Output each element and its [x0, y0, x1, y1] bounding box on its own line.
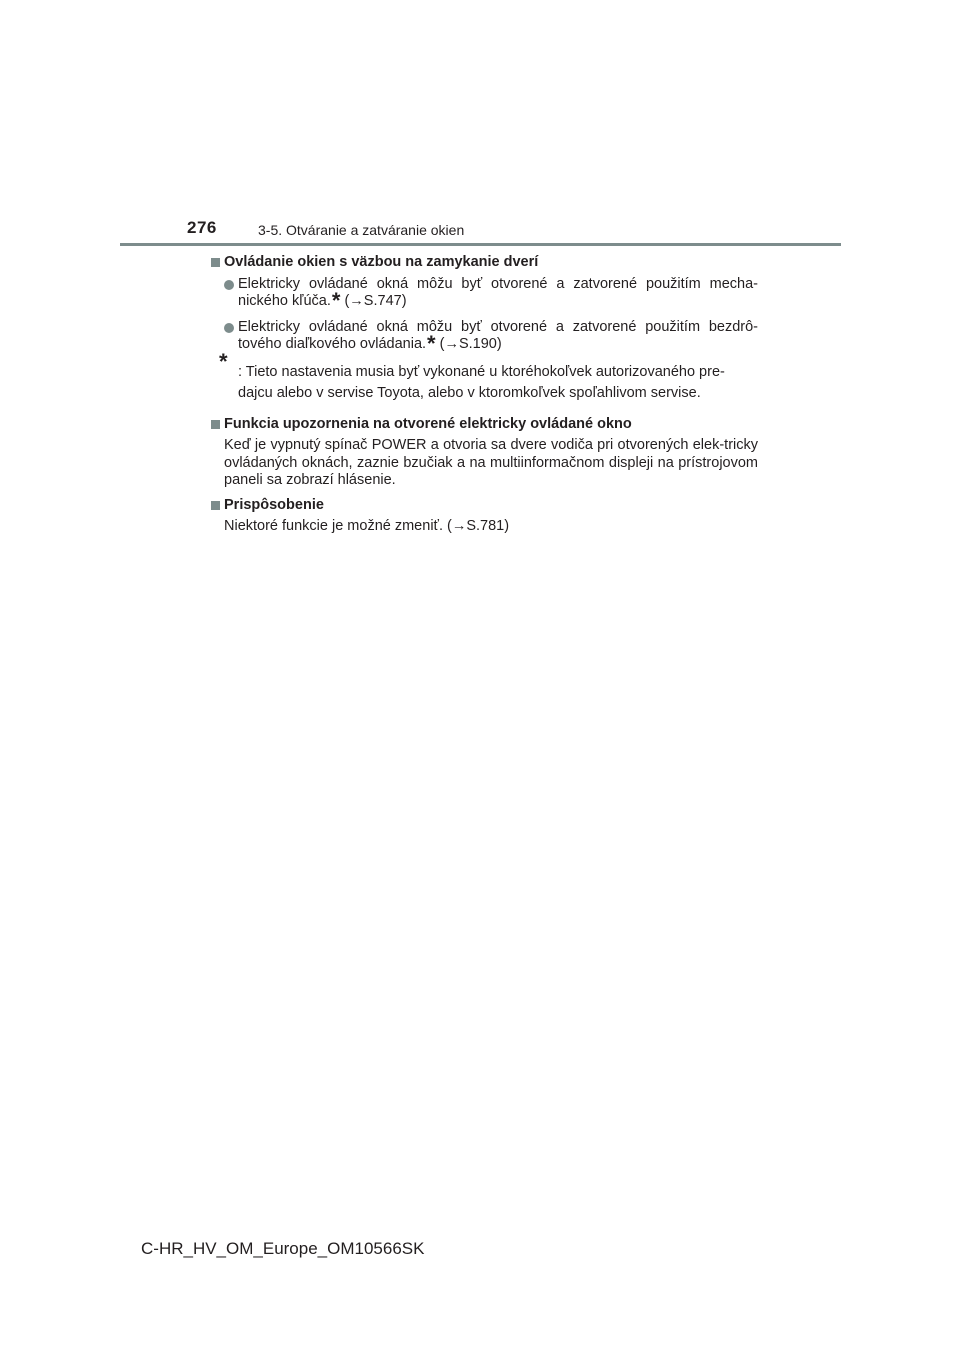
heading-text: Ovládanie okien s väzbou na zamykanie dverí [224, 254, 539, 270]
page-reference-link[interactable]: (→S.190) [435, 336, 502, 352]
footnote: * : Tieto nastavenia musia byť vykonané u ktoréhokoľvek autorizovaného pre-dajcu alebo v servise Toyota, alebo v ktoromkoľvek spoľahlivom servise. [219, 348, 725, 401]
header-divider [120, 243, 841, 246]
bullet-text: Elektricky ovládané okná môžu byť otvorené a zatvorené použitím mecha-nického kľúča. [238, 275, 758, 309]
heading-text: Funkcia upozornenia na otvorené elektricky ovládané okno [224, 415, 632, 432]
section-heading-door-lock-link [210, 254, 758, 272]
list-item [210, 319, 758, 354]
section-title: 3-5. Otváranie a zatváranie okien [258, 222, 465, 238]
page-number: 276 [187, 218, 217, 237]
page-content [210, 254, 758, 536]
section-body: Niektoré funkcie je možné zmeniť. (→S.781) [224, 518, 510, 534]
footnote-star: * [331, 288, 341, 313]
square-bullet-icon [211, 420, 220, 429]
square-bullet-icon [211, 501, 220, 510]
bullet-text: Elektricky ovládané okná môžu byť otvorené a zatvorené použitím bezdrô-tového diaľkového ovládania. [238, 318, 758, 352]
section-body: Keď je vypnutý spínač POWER a otvoria sa dvere vodiča pri otvorených elek-tricky ovládaných oknách, zaznie bzučiak a na multiinformačnom displeji na prístrojovom paneli sa zobrazí hlásenie. [224, 437, 758, 488]
list-item [210, 276, 758, 311]
footnote-star: * [427, 331, 436, 356]
document-code: C-HR_HV_OM_Europe_OM10566SK [141, 1239, 425, 1258]
round-bullet-icon [224, 280, 234, 290]
heading-text: Prispôsobenie [224, 496, 324, 513]
page-reference-link[interactable]: (→S.747) [340, 293, 407, 309]
square-bullet-icon [211, 258, 220, 267]
round-bullet-icon [224, 323, 234, 333]
section-heading-customization [210, 497, 758, 515]
section-heading-open-window-warning [210, 416, 758, 434]
footnote-text: : Tieto nastavenia musia byť vykonané u ktoréhokoľvek autorizovaného pre-dajcu alebo v servise Toyota, alebo v ktoromkoľvek spoľahlivom servise. [238, 363, 725, 401]
page-header [0, 0, 960, 250]
